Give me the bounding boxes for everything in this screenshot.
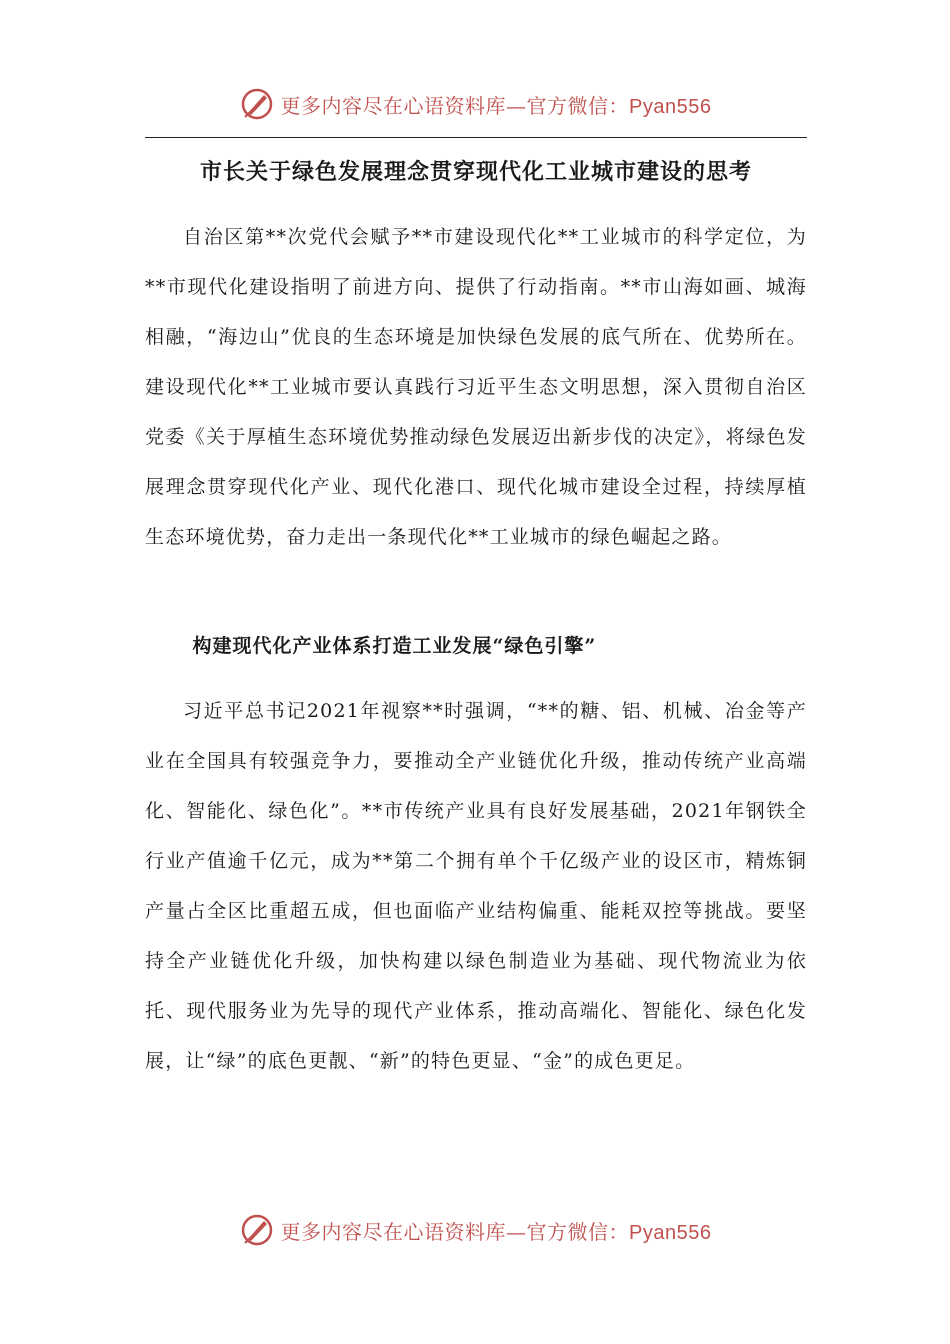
watermark-wechat-id: Pyan556: [629, 1221, 712, 1244]
quill-logo-icon: [239, 1212, 275, 1248]
watermark-text: 更多内容尽在心语资料库—官方微信：Pyan556: [280, 93, 712, 118]
header-watermark: [0, 84, 950, 124]
paragraph-industry: 习近平总书记2021年视察**时强调，“**的糖、铝、机械、冶金等产业在全国具有较强竞争力，要推动全产业链优化升级，推动传统产业高端化、智能化、绿色化”。**市传统产业具有良好发展基础，2021年钢铁全行业产值逾千亿元，成为**第二个拥有单个千亿级产业的设区市，精炼铜产量占全区比重超五成，但也面临产业结构偏重、能耗双控等挑战。要坚持全产业链优化升级，加快构建以绿色制造业为基础、现代物流业为依托、现代服务业为先导的现代产业体系，推动高端化、智能化、绿色化发展，让“绿”的底色更靓、“新”的特色更显、“金”的成色更足。: [145, 700, 807, 1072]
watermark-wechat-id: Pyan556: [629, 95, 712, 118]
paragraph-intro: 自治区第**次党代会赋予**市建设现代化**工业城市的科学定位，为**市现代化建设指明了前进方向、提供了行动指南。**市山海如画、城海相融，“海边山”优良的生态环境是加快绿色发展的底气所在、优势所在。建设现代化**工业城市要认真践行习近平生态文明思想，深入贯彻自治区党委《关于厚植生态环境优势推动绿色发展迈出新步伐的决定》，将绿色发展理念贯穿现代化产业、现代化港口、现代化城市建设全过程，持续厚植生态环境优势，奋力走出一条现代化**工业城市的绿色崛起之路。: [145, 226, 807, 548]
quill-logo-icon: [239, 86, 275, 122]
footer-watermark: [0, 1210, 950, 1250]
watermark-text: 更多内容尽在心语资料库—官方微信：Pyan556: [280, 1219, 712, 1244]
header-rule: [145, 137, 807, 138]
section-heading: 构建现代化产业体系打造工业发展“绿色引擎”: [192, 635, 597, 657]
document-title: 市长关于绿色发展理念贯穿现代化工业城市建设的思考: [199, 159, 752, 185]
